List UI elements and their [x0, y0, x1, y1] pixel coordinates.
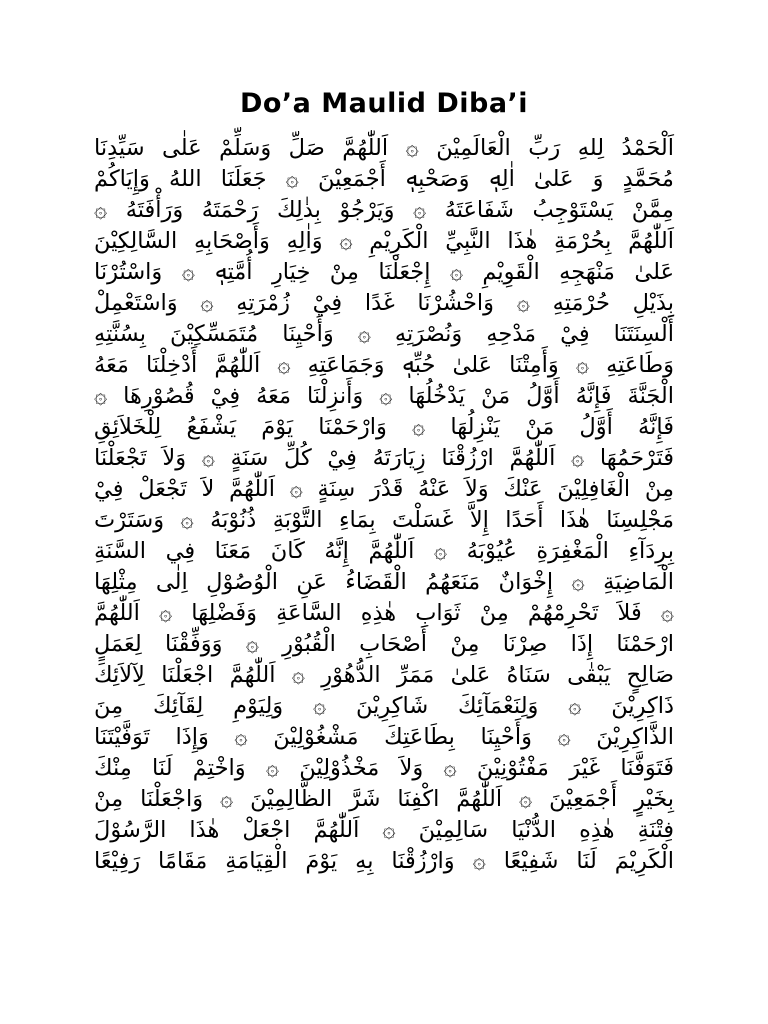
doa-line-1: اَلْحَمْدُ لِلهِ رَبِّ الْعَالَمِيْنَ ۞ اَللّٰهُمَّ صَلِّ وَسَلِّمْ عَلٰى سَيِّدِنَا [94, 135, 674, 161]
doa-line-3: مِمَّنْ يَسْتَوْجِبُ شَفَاعَتَهُ ۞ وَيَرْجُوْ بِذٰلِكَ رَحْمَتَهُ وَرَأْفَتَهُ ۞ [94, 197, 674, 223]
doa-line-13: مَجْلِسِنَا هٰذَا أَحَدًا إِلاَّ غَسَلْتَ بِمَاءِ التَّوْبَةِ ذُنُوْبَهُ ۞ وَسَتَرْتَ [94, 507, 674, 533]
doa-line-14: بِرِدَآءِ الْمَغْفِرَةِ عُيُوْبَهُ ۞ اَللّٰهُمَّ إِنَّهُ كَانَ مَعَنَا فِي السَّنَةِ [94, 538, 674, 564]
doa-line-16: ۞ فَلاَ تَحْرِمْهُمْ مِنْ ثَوَابِ هٰذِهِ السَّاعَةِ وَفَضْلِهَا ۞ اَللّٰهُمَّ [94, 600, 674, 626]
doa-line-6: بِذَيْلِ حُرْمَتِهِ ۞ وَاحْشُرْنَا غَدًا فِيْ زُمْرَتِهِ ۞ وَاسْتَعْمِلْ [94, 290, 674, 316]
doa-line-7: أَلْسِنَتَنَا فِيْ مَدْحِهِ وَنُصْرَتِهِ ۞ وَأَحْيِنَا مُتَمَسِّكِيْنَ بِسُنَّتِهِ [94, 321, 674, 347]
doa-line-19: ذَاكِرِيْنَ ۞ وَلِنَعْمَآئِكَ شَاكِرِيْنَ ۞ وَلِيَوْمِ لِقَآئِكَ مِنَ [94, 693, 674, 719]
doa-line-15: الْمَاضِيَةِ ۞ إِخْوَانٌ مَنَعَهُمُ الْقَضَاءُ عَنِ الْوُصُوْلِ اِلٰى مِثْلِهَا [94, 569, 674, 595]
doa-line-17: ارْحَمْنَا إِذَا صِرْنَا مِنْ أَصْحَابِ الْقُبُوْرِ ۞ وَوَفِّقْنَا لِعَمَلٍ [94, 631, 674, 657]
page-title: Do’a Maulid Diba’i [239, 88, 529, 119]
doa-line-8: وَطَاعَتِهِ ۞ وَأَمِتْنَا عَلىٰ حُبِّهٖ وَجَمَاعَتِهِ ۞ اَللّٰهُمَّ أَدْخِلْنَا مَعَهُ [94, 352, 674, 378]
doa-text-body [94, 133, 674, 877]
doa-line-9: الْجَنَّةَ فَإِنَّهُ أَوَّلُ مَنْ يَدْخُلُهَا ۞ وَأَنزِلْنَا مَعَهُ فِيْ قُصُوْرِهَا ۞ [94, 383, 674, 409]
doa-line-4: اَللّٰهُمَّ بِحُرْمَةِ هٰذَا النَّبِيِّ الْكَرِيْمِ ۞ وَاٰلِهِ وَأَصْحَابِهِ السَّالِكِيْنَ [94, 228, 674, 254]
doa-line-22: بِخَيْرٍ أَجْمَعِيْنَ ۞ اَللّٰهُمَّ اكْفِنَا شَرَّ الظَّالِمِيْنَ ۞ وَاجْعَلْنَا مِنْ [94, 786, 674, 812]
doa-line-5: عَلىٰ مَنْهَجِهِ الْقَوِيْمِ ۞ إِجْعَلْنَا مِنْ خِيَارِ أُمَّتِهٖ ۞ وَاسْتُرْنَا [94, 259, 674, 285]
doa-line-10: فَإِنَّهُ أَوَّلُ مَنْ يَنْزِلُهَا ۞ وَارْحَمْنَا يَوْمَ يَشْفَعُ لِلْخَلاَئِقِ [94, 414, 674, 440]
doa-line-23: فِتْنَةِ هٰذِهِ الدُّنْيَا سَالِمِيْنَ ۞ اَللّٰهُمَّ اجْعَلْ هٰذَا الرَّسُوْلَ [94, 817, 674, 843]
doa-line-12: مِنْ الْغَافِلِيْنَ عَنْكَ وَلاَ عَنْهُ قَدْرَ سِنَةٍ ۞ اَللّٰهُمَّ لاَ تَجْعَلْ فِيْ [94, 476, 674, 502]
doa-line-18: صَالِحٍ يَبْقٰى سَنَاهُ عَلىٰ مَمَرِّ الدُّهُوْرِ ۞ اَللّٰهُمَّ اجْعَلْنَا لِآلاَئِكَ [94, 662, 674, 688]
doa-line-2: مُحَمَّدٍ وَ عَلىٰ اٰلِهٖ وَصَحْبِهٖ أَجْمَعِيْنَ ۞ جَعَلَنَا اللهُ وَإِيَاكُمْ [94, 166, 674, 192]
doa-line-21: فَتَوَفَّنَا غَيْرَ مَفْتُوْنِيْنَ ۞ وَلاَ مَخْذُوْلِيْنَ ۞ وَاخْتِمْ لَنَا مِنْكَ [94, 755, 674, 781]
doa-line-20: الذَّاكِرِيْنَ ۞ وَأَحْيِنَا بِطَاعَتِكَ مَشْغُوْلِيْنَ ۞ وَإِذَا تَوَفَّيْتَنَا [94, 724, 674, 750]
doa-line-11: فَتَرْحَمُهَا ۞ اَللّٰهُمَّ ارْزُقْنَا زِيَارَتَهُ فِيْ كُلِّ سَنَةٍ ۞ وَلاَ تَجْعَلْنَا [94, 445, 674, 471]
doa-line-24: الْكَرِيْمَ لَنَا شَفِيْعًا ۞ وَارْزُقْنَا بِهِ يَوْمَ الْقِيَامَةِ مَقَامًا رَفِيْعًا [94, 848, 674, 874]
